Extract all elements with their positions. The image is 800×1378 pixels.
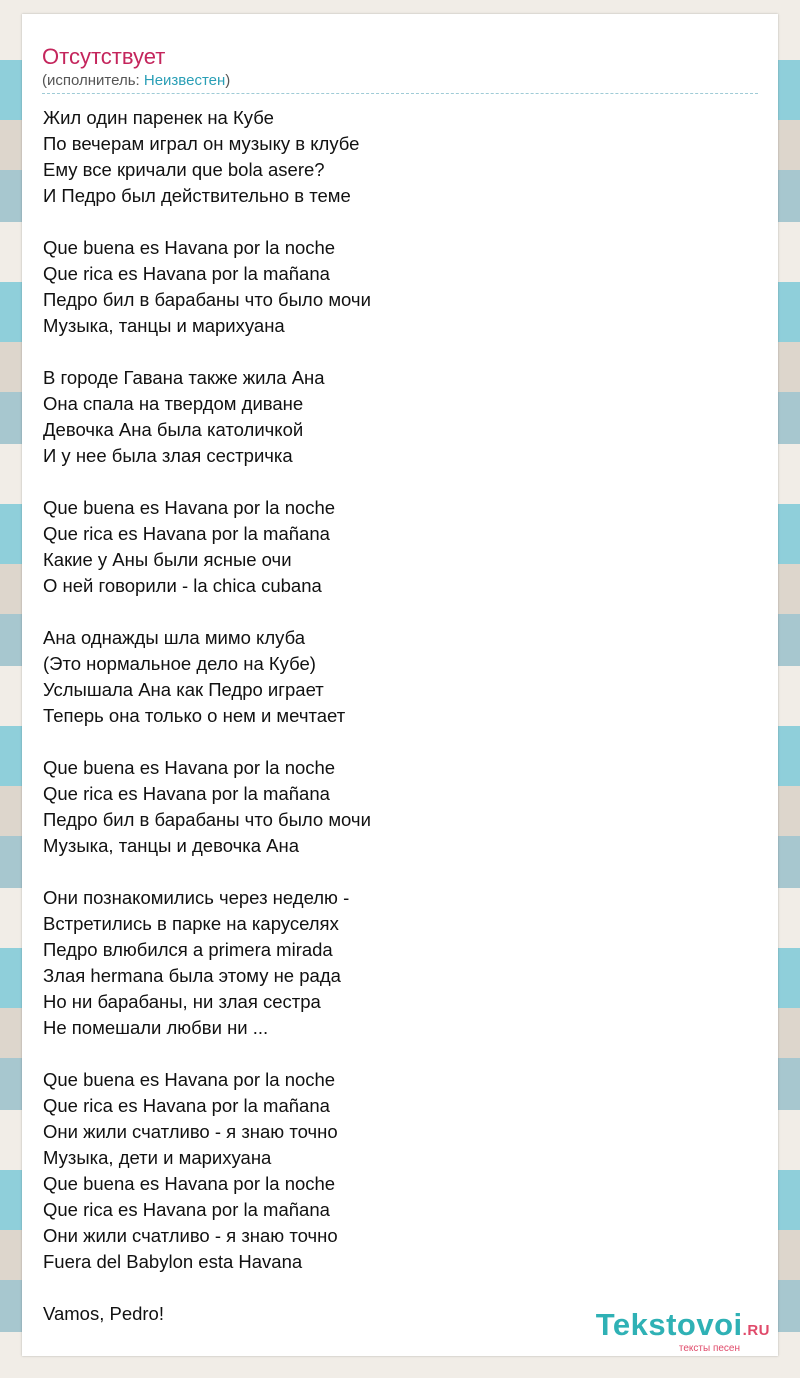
lyric-line: Музыка, танцы и девочка Ана	[43, 835, 299, 856]
lyric-line: Que buena es Havana por la noche	[43, 1069, 336, 1090]
lyric-line: И Педро был действительно в теме	[43, 185, 351, 206]
lyric-line: Vamos, Pedro!	[43, 1303, 164, 1324]
lyric-line: Музыка, дети и марихуана	[43, 1147, 272, 1168]
lyric-line: Que buena es Havana por la noche	[43, 1173, 336, 1194]
lyric-line: Не помешали любви ни ...	[43, 1017, 269, 1038]
lyric-line: Злая hermana была этому не рада	[43, 965, 341, 986]
lyric-line	[43, 209, 743, 235]
lyric-line: Педро бил в барабаны что было мочи	[43, 809, 371, 830]
performer-line	[42, 72, 230, 90]
lyric-line: Она спала на твердом диване	[43, 393, 304, 414]
lyric-line: Встретились в парке на каруселях	[43, 913, 339, 934]
lyric-line: Que rica es Havana por la mañana	[43, 1199, 330, 1220]
lyric-line: И у нее была злая сестричка	[43, 445, 293, 466]
performer-link[interactable]: Неизвестен	[143, 72, 226, 89]
lyric-line: Они познакомились через неделю -	[43, 887, 350, 908]
lyric-line: Que rica es Havana por la mañana	[43, 263, 330, 284]
lyric-line: Но ни барабаны, ни злая сестра	[43, 991, 321, 1012]
lyric-line: В городе Гавана также жила Ана	[43, 367, 325, 388]
lyric-line: Que rica es Havana por la mañana	[43, 523, 330, 544]
performer-prefix: (исполнитель:	[42, 72, 144, 89]
divider	[42, 93, 758, 94]
lyric-line	[43, 469, 743, 495]
lyric-line: Fuera del Babylon esta Havana	[43, 1251, 303, 1272]
lyric-line	[43, 729, 743, 755]
lyric-line: Жил один паренек на Кубе	[43, 107, 274, 128]
lyric-line: Они жили счатливо - я знаю точно	[43, 1121, 338, 1142]
logo-name: Tekstovoi	[595, 1307, 743, 1342]
lyric-line	[43, 859, 743, 885]
lyric-line: Педро бил в барабаны что было мочи	[43, 289, 371, 310]
lyric-line: Que rica es Havana por la mañana	[43, 783, 330, 804]
lyric-line: Какие у Аны были ясные очи	[43, 549, 292, 570]
lyric-line: О ней говорили - la chica cubana	[43, 575, 322, 596]
logo-domain: .RU	[742, 1322, 770, 1339]
lyric-line: Они жили счатливо - я знаю точно	[43, 1225, 338, 1246]
lyric-line: Que rica es Havana por la mañana	[43, 1095, 330, 1116]
logo-tagline: тексты песен	[678, 1343, 740, 1354]
lyrics-card	[22, 14, 778, 1356]
lyric-line: Ему все кричали que bola asere?	[43, 159, 325, 180]
lyric-line: (Это нормальное дело на Кубе)	[43, 653, 316, 674]
lyric-line: Музыка, танцы и марихуана	[43, 315, 285, 336]
lyric-line: Теперь она только о нем и мечтает	[43, 705, 346, 726]
lyric-line: Услышала Ана как Педро играет	[43, 679, 324, 700]
song-title: Отсутствует	[42, 44, 166, 69]
lyric-line: По вечерам играл он музыку в клубе	[43, 133, 360, 154]
lyric-line: Que buena es Havana por la noche	[43, 237, 336, 258]
lyric-line: Девочка Ана была католичкой	[43, 419, 304, 440]
lyric-line: Педро влюбился а primera mirada	[43, 939, 333, 960]
lyric-line	[43, 339, 743, 365]
performer-suffix: )	[225, 72, 231, 89]
lyrics-text	[43, 105, 743, 1327]
lyric-line: Que buena es Havana por la noche	[43, 497, 336, 518]
lyric-line: Que buena es Havana por la noche	[43, 757, 336, 778]
lyric-line	[43, 1275, 743, 1301]
lyric-line: Ана однажды шла мимо клуба	[43, 627, 306, 648]
site-logo[interactable]	[596, 1309, 770, 1354]
lyric-line	[43, 599, 743, 625]
lyric-line	[43, 1041, 743, 1067]
